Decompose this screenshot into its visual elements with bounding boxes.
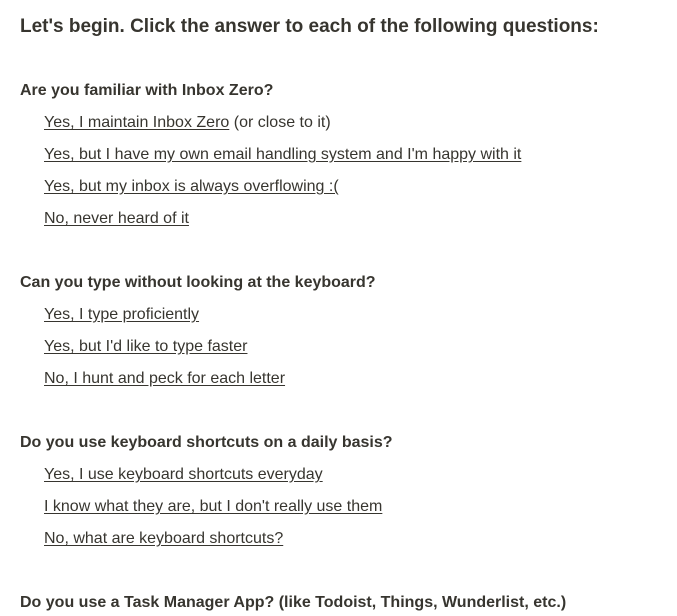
answer-link-know-but-dont-use[interactable]: I know what they are, but I don't really use them (44, 498, 383, 515)
answer-option (44, 337, 670, 357)
question-inbox-zero (20, 81, 670, 229)
question-title: Do you use keyboard shortcuts on a daily basis? (20, 434, 393, 451)
answer-option (44, 529, 670, 549)
question-task-manager (20, 593, 670, 613)
answer-list (20, 465, 670, 549)
answer-link-inbox-overflowing[interactable]: Yes, but my inbox is always overflowing :( (44, 178, 339, 195)
answer-link-what-are-shortcuts[interactable]: No, what are keyboard shortcuts? (44, 530, 284, 547)
intro-heading: Let's begin. Click the answer to each of the following questions: (20, 16, 599, 37)
answer-option (44, 369, 670, 389)
question-keyboard-shortcuts (20, 433, 670, 549)
question-title: Can you type without looking at the keyboard? (20, 274, 376, 291)
question-title: Do you use a Task Manager App? (like Todoist, Things, Wunderlist, etc.) (20, 594, 567, 611)
answer-link-type-proficiently[interactable]: Yes, I type proficiently (44, 306, 200, 323)
answer-link-own-email-system[interactable]: Yes, but I have my own email handling system and I'm happy with it (44, 146, 522, 163)
answer-link-hunt-and-peck[interactable]: No, I hunt and peck for each letter (44, 370, 286, 387)
answer-option (44, 145, 670, 165)
question-touch-typing (20, 273, 670, 389)
answer-option (44, 305, 670, 325)
answer-link-maintain-inbox-zero[interactable]: Yes, I maintain Inbox Zero (44, 114, 230, 131)
answer-link-never-heard[interactable]: No, never heard of it (44, 210, 189, 227)
answer-link-shortcuts-everyday[interactable]: Yes, I use keyboard shortcuts everyday (44, 466, 323, 483)
question-title: Are you familiar with Inbox Zero? (20, 82, 274, 99)
answer-link-type-faster[interactable]: Yes, but I'd like to type faster (44, 338, 248, 355)
answer-option (44, 465, 670, 485)
answer-list (20, 305, 670, 389)
answer-option (44, 209, 670, 229)
answer-option (44, 497, 670, 517)
answer-note: (or close to it) (229, 114, 331, 131)
answer-option (44, 113, 670, 133)
answer-option (44, 177, 670, 197)
answer-list (20, 113, 670, 229)
